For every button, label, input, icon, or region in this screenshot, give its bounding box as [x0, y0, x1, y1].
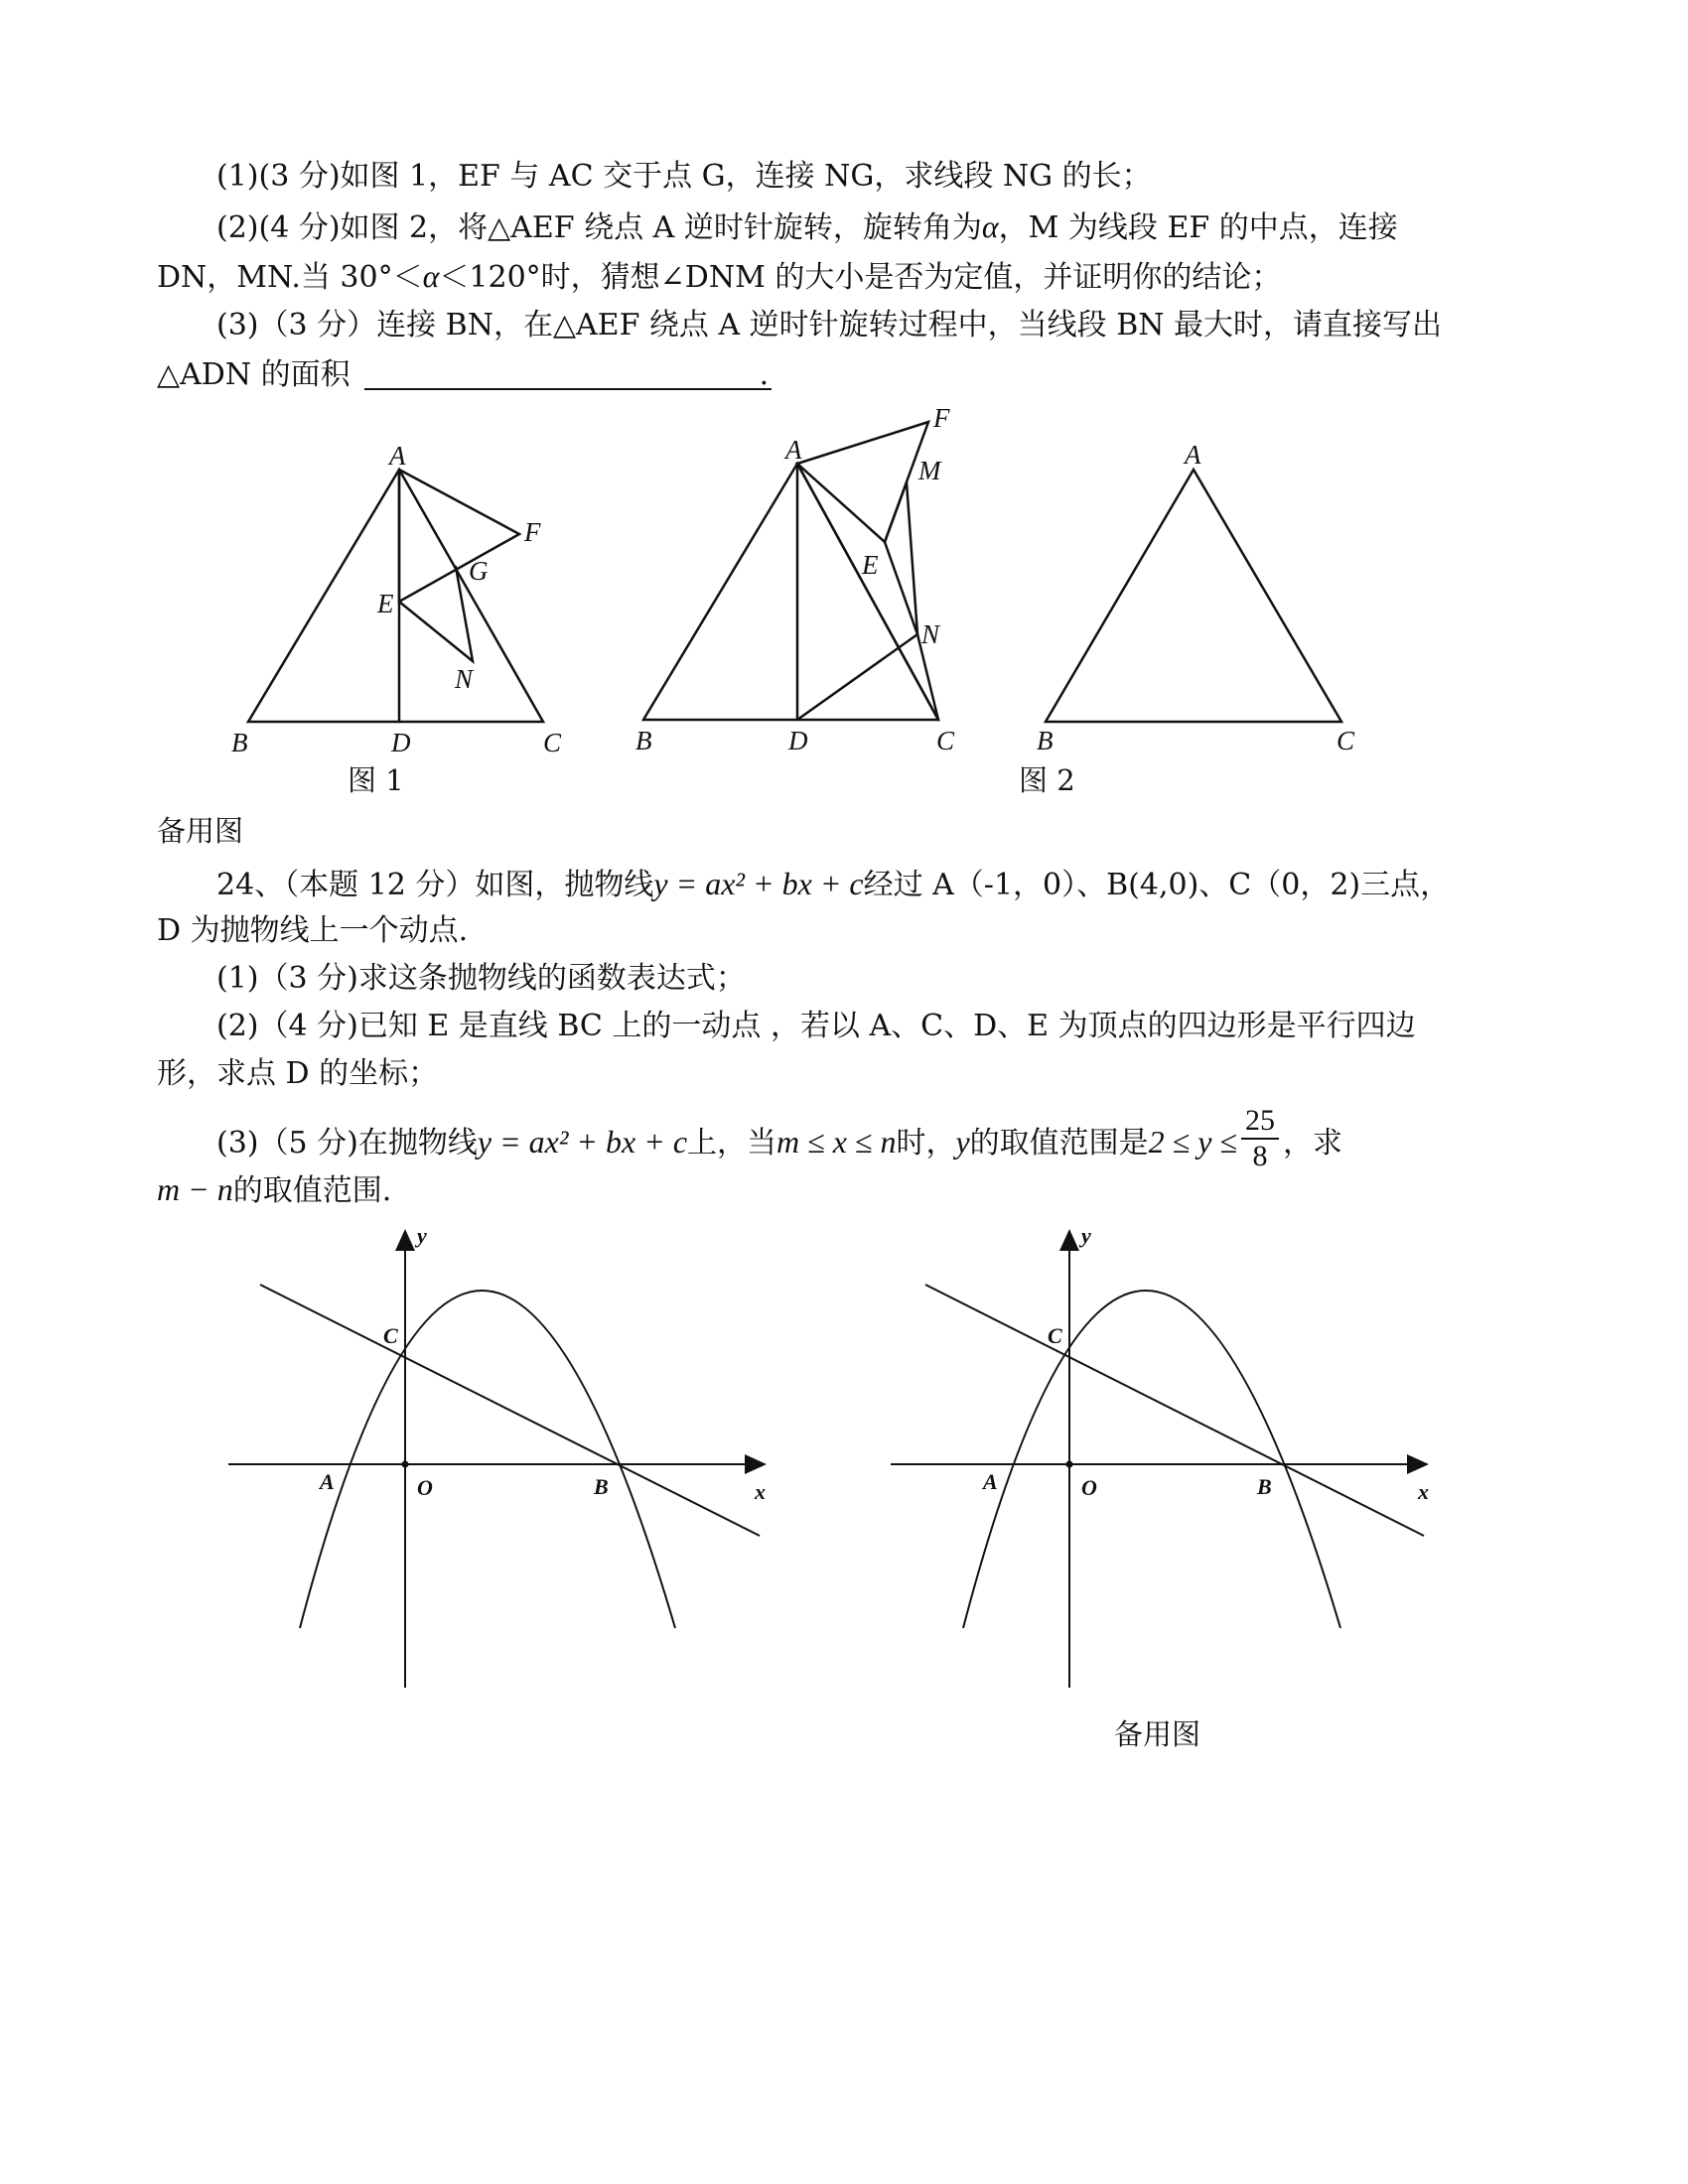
graph-left-label-o: O [417, 1475, 433, 1500]
q24-part1: (1)（3 分)求这条抛物线的函数表达式； [216, 961, 746, 996]
fig1-label-g: G [469, 556, 489, 586]
spare-figure-caption: 备用图 [157, 814, 244, 848]
fig2-label-d: D [788, 726, 808, 755]
q24-part3-b: 上，当 [687, 1126, 777, 1160]
graph-left-parabola [300, 1291, 675, 1628]
alpha-symbol-2: α [422, 258, 440, 294]
fig1-label-c: C [543, 728, 562, 757]
graph-left [228, 1231, 765, 1688]
q23-part2-a: (2)(4 分)如图 2，将△AEF 绕点 A 逆时针旋转，旋转角为 [216, 210, 982, 245]
q24-part3-e: ，求 [1282, 1126, 1342, 1160]
q24-part3-mn: m − n [157, 1171, 233, 1207]
fig3-label-a: A [1185, 440, 1201, 470]
q24-intro-line2: D 为抛物线上一个动点. [157, 913, 469, 948]
fig2-caption: 图 2 [1019, 763, 1075, 797]
fig1-label-b: B [231, 728, 248, 757]
fraction-denominator: 8 [1252, 1140, 1268, 1172]
fraction-numerator: 25 [1241, 1104, 1279, 1140]
fig2-label-m: M [918, 456, 941, 485]
q23-part2-d: ＜120°时，猜想∠DNM 的大小是否为定值，并证明你的结论； [439, 260, 1282, 295]
fig2-label-f: F [933, 403, 950, 433]
q24-part3-formula: y = ax² + bx + c [477, 1124, 688, 1160]
graph-left-origin-dot [402, 1461, 409, 1468]
graph-right-label-a: A [983, 1469, 998, 1494]
fig1-label-f: F [524, 517, 541, 547]
fig2-label-b: B [635, 726, 652, 755]
fig2-label-c: C [936, 726, 955, 755]
graph-left-label-b: B [594, 1474, 609, 1499]
graph-right [891, 1231, 1427, 1688]
q24-part3-f: 的取值范围. [232, 1173, 392, 1208]
fig2-label-a: A [785, 435, 802, 465]
graph-left-label-c: C [383, 1323, 398, 1348]
q23-part2-c: DN，MN.当 30°＜ [157, 260, 423, 295]
q24-part3-a: (3)（5 分)在抛物线 [216, 1126, 478, 1160]
q23-part2-b: ，M 为线段 EF 的中点，连接 [998, 210, 1398, 245]
alpha-symbol: α [981, 208, 999, 244]
q24-intro-a: 24、（本题 12 分）如图，抛物线 [216, 868, 654, 902]
fig3-label-c: C [1336, 726, 1355, 755]
q24-part3-range: m ≤ x ≤ n [776, 1124, 897, 1160]
q23-part1: (1)(3 分)如图 1，EF 与 AC 交于点 G，连接 NG，求线段 NG 的长； [216, 159, 1152, 194]
graphs-spare-caption: 备用图 [1114, 1717, 1201, 1751]
q23-part3-b: △ADN 的面积 [157, 357, 351, 392]
q24-part3-y: y [955, 1124, 970, 1160]
q24-part2-line2: 形，求点 D 的坐标； [157, 1056, 439, 1091]
fig1-label-e: E [377, 589, 394, 618]
graph-right-parabola [963, 1291, 1340, 1628]
q24-part3-c: 时， [896, 1126, 956, 1160]
fig1-label-d: D [391, 728, 411, 757]
fig2-label-e: E [862, 550, 879, 580]
q23-part3-dot: . [759, 357, 770, 392]
fig1-caption: 图 1 [348, 763, 404, 797]
graph-right-label-b: B [1257, 1474, 1272, 1499]
fig3-label-b: B [1037, 726, 1054, 755]
fig1-label-n: N [455, 664, 474, 694]
graph-left-label-a: A [320, 1469, 335, 1494]
q24-intro-b: 经过 A（-1，0）、B(4,0)、C（0，2)三点， [863, 868, 1451, 902]
fig1-label-a: A [389, 441, 406, 471]
graph-right-label-o: O [1081, 1475, 1097, 1500]
graph-left-line-bc [260, 1285, 760, 1536]
graph-left-label-x: x [755, 1479, 766, 1504]
q24-part3-d: 的取值范围是 [969, 1126, 1149, 1160]
graph-left-label-y: y [417, 1223, 427, 1248]
q24-part3-ineq: 2 ≤ y ≤ [1148, 1124, 1237, 1160]
graph-right-line-bc [925, 1285, 1424, 1536]
graph-right-origin-dot [1066, 1461, 1073, 1468]
q24-part2-line1: (2)（4 分)已知 E 是直线 BC 上的一动点 ，若以 A、C、D、E 为顶点的四边形是平行四边 [216, 1009, 1416, 1043]
q23-part3-line1: (3)（3 分）连接 BN，在△AEF 绕点 A 逆时针旋转过程中，当线段 BN 最大时，请直接写出 [216, 308, 1443, 342]
graph-right-label-x: x [1418, 1479, 1429, 1504]
fig2-label-n: N [921, 619, 940, 649]
graph-right-label-y: y [1081, 1223, 1091, 1248]
graph-right-label-c: C [1048, 1323, 1062, 1348]
q24-formula: y = ax² + bx + c [653, 866, 864, 901]
